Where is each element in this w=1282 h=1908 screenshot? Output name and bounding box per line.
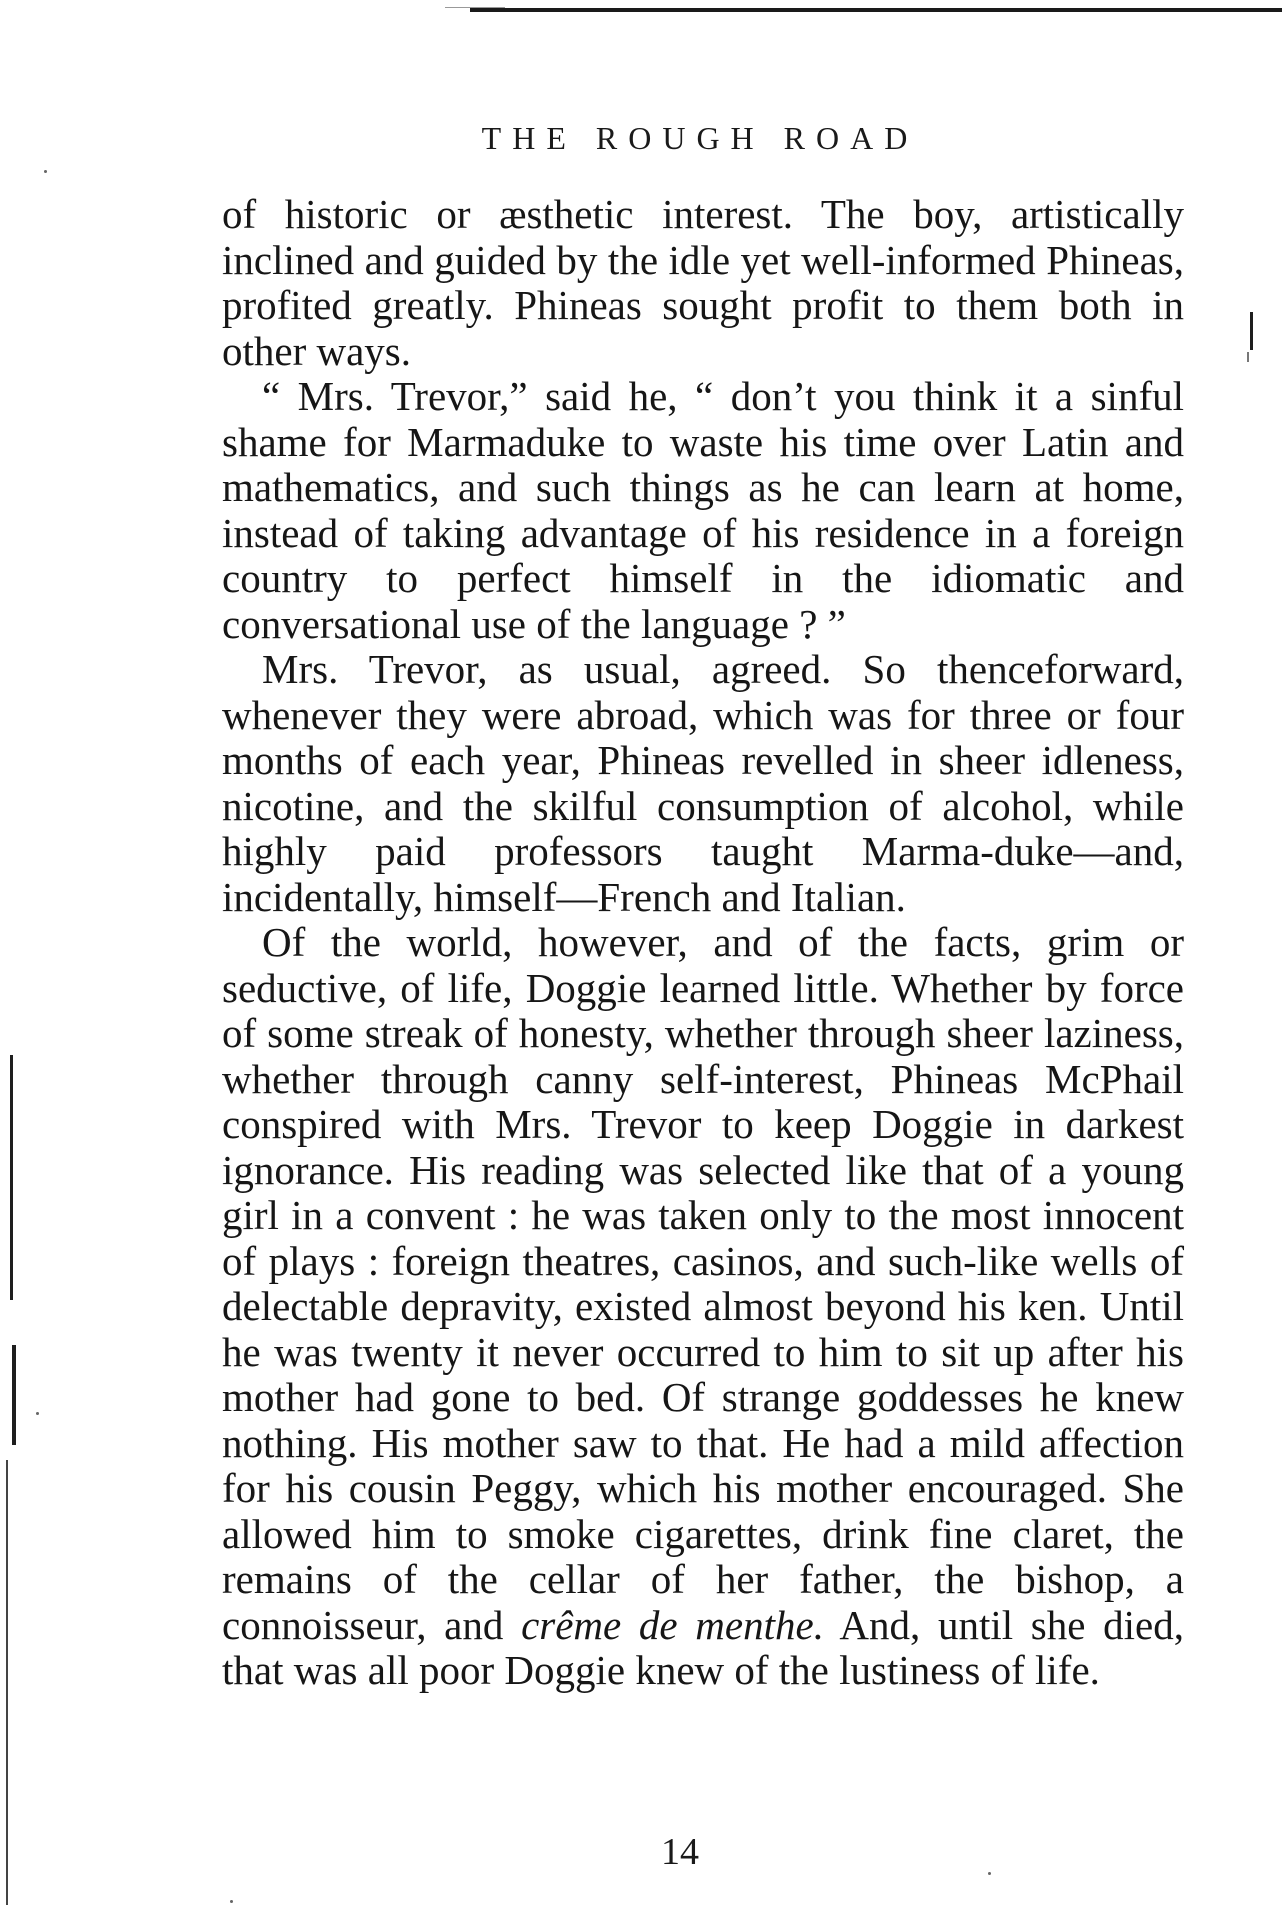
scan-gutter-mark — [6, 1460, 8, 1905]
scan-gutter-mark — [10, 1055, 13, 1300]
scan-speck — [36, 1412, 39, 1415]
scan-speck — [230, 1900, 233, 1903]
scan-speck — [44, 170, 47, 173]
scan-edge-mark — [1247, 352, 1249, 362]
scan-speck — [988, 1872, 991, 1875]
paragraph-1: of historic or æsthetic interest. The boy, artistically inclined and guided by the idle yet well-informed Phineas, profited greatly. Phineas sought profit to them both in other ways. — [222, 191, 1184, 374]
paragraph-4-italic-phrase: crême de menthe. — [521, 1601, 824, 1648]
paragraph-4-end: And, until she died, that was all poor Doggie knew of the lustiness of life. — [222, 1601, 1184, 1693]
scan-gutter-mark — [12, 1345, 16, 1445]
paragraph-4 — [222, 920, 1184, 1694]
paragraph-4-start: Of the world, however, and of the facts, grim or seductive, of life, Doggie learned little. Whether by force of some streak of honesty, whether through sheer laziness, whether through canny self-interest, Phineas McPhail conspired with Mrs. Trevor to keep Doggie in darkest ignorance. His reading was selected like that of a young girl in a convent : he was taken only to the most innocent of plays : foreign theatres, casinos, and such-like wells of delectable depravity, existed almost beyond his ken. Until he was twenty it never occurred to him to sit up after his mother had gone to bed. Of strange goddesses he knew nothing. His mother saw to that. He had a mild affection for his cousin Peggy, which his mother encouraged. She allowed him to smoke cigarettes, drink fine claret, the remains of the cellar of her father, the bishop, a connoisseur, and — [222, 919, 1184, 1648]
body-text — [222, 192, 1184, 1694]
running-head: THE ROUGH ROAD — [481, 120, 919, 156]
paragraph-2: “ Mrs. Trevor,” said he, “ don’t you think it a sinful shame for Marmaduke to waste his time over Latin and mathematics, and such things as he can learn at home, instead of taking advantage of his residence in a foreign country to perfect himself in the idiomatic and conversational use of the language ? ” — [222, 373, 1184, 647]
scan-edge-mark — [1250, 312, 1253, 350]
top-rule — [470, 8, 1282, 12]
page-number: 14 — [661, 1831, 699, 1873]
paragraph-3: Mrs. Trevor, as usual, agreed. So thenceforward, whenever they were abroad, which was for three or four months of each year, Phineas revelled in sheer idleness, nicotine, and the skilful consumption of alcohol, while highly paid professors taught Marma-duke—and, incidentally, himself—French and Italian. — [222, 646, 1184, 920]
